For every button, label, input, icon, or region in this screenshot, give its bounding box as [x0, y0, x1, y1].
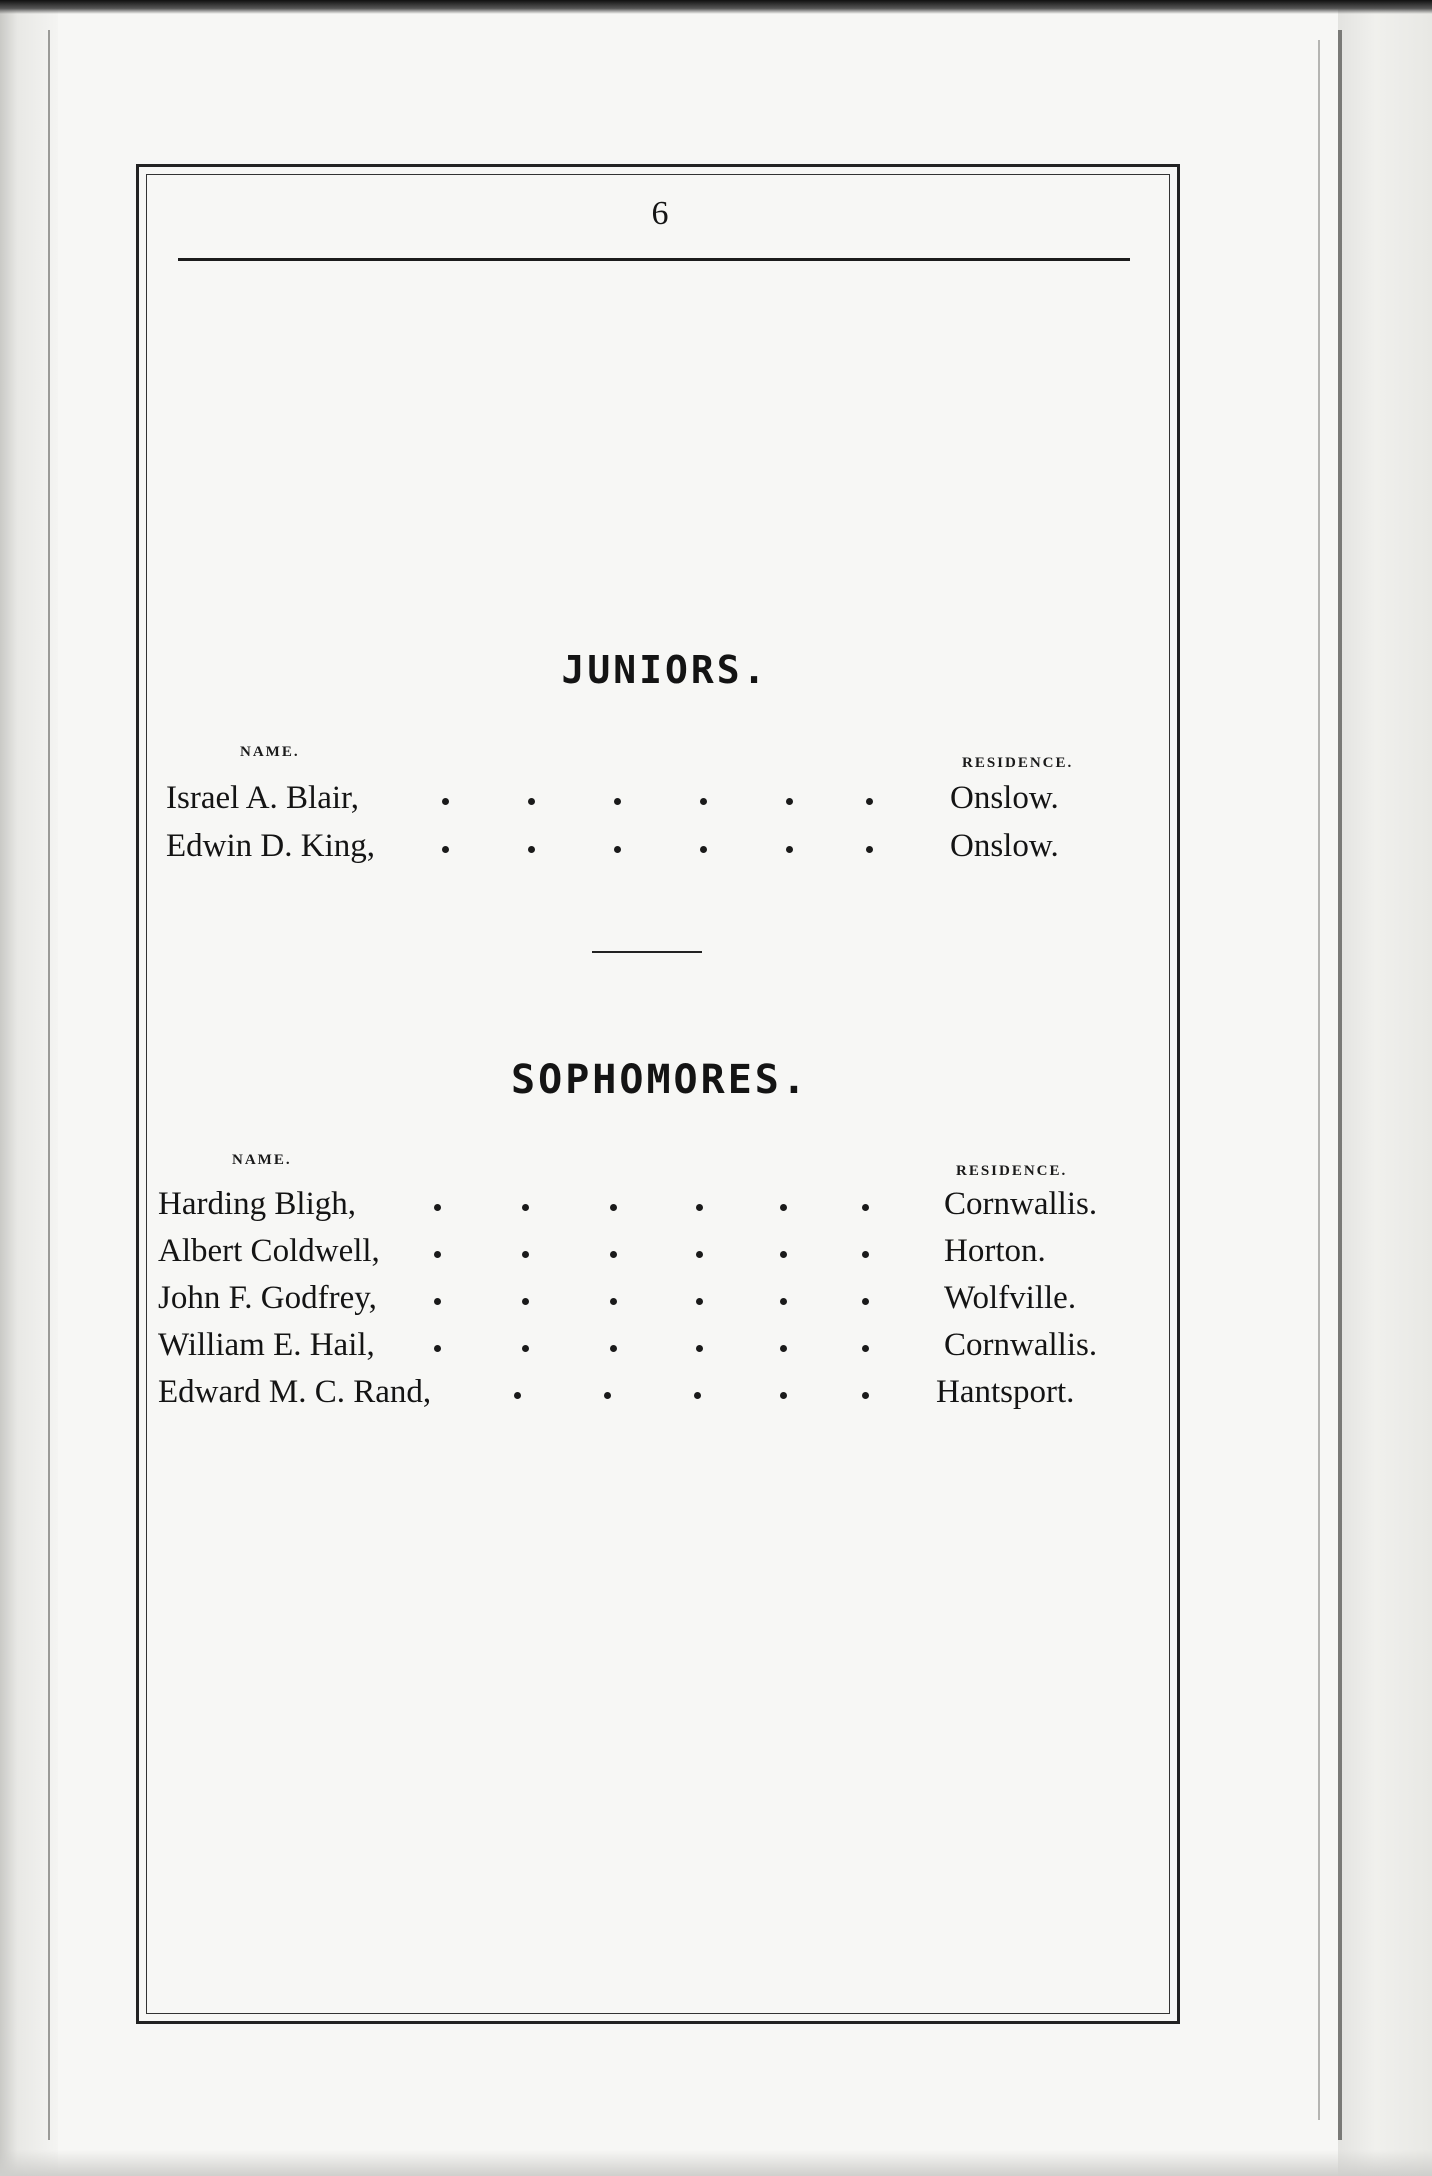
leader-dot: [514, 1392, 521, 1399]
leader-dot: [528, 798, 535, 805]
section-divider: [592, 951, 702, 953]
leader-dot: [866, 846, 873, 853]
leader-dot: [696, 1345, 703, 1352]
adjacent-page-edge: [1338, 0, 1432, 2176]
leader-dot: [696, 1298, 703, 1305]
bottom-shade: [0, 2150, 1432, 2176]
student-residence: Cornwallis.: [944, 1186, 1098, 1222]
student-name: Israel A. Blair,: [166, 780, 359, 816]
student-residence: Wolfville.: [944, 1280, 1077, 1316]
sophomores-residence-header: RESIDENCE.: [956, 1163, 1068, 1179]
leader-dot: [786, 846, 793, 853]
leader-dot: [434, 1204, 441, 1211]
student-residence: Horton.: [944, 1233, 1046, 1269]
leader-dot: [696, 1204, 703, 1211]
student-name: Harding Bligh,: [158, 1186, 356, 1222]
leader-dot: [862, 1392, 869, 1399]
leader-dot: [442, 798, 449, 805]
leader-dot: [434, 1345, 441, 1352]
top-shadow: [0, 0, 1432, 14]
student-residence: Hantsport.: [936, 1374, 1075, 1410]
leader-dot: [522, 1345, 529, 1352]
student-name: John F. Godfrey,: [158, 1280, 377, 1316]
leader-dot: [694, 1392, 701, 1399]
page-number: 6: [651, 195, 669, 232]
leader-dot: [866, 798, 873, 805]
leader-dot: [434, 1251, 441, 1258]
student-residence: Onslow.: [950, 780, 1059, 816]
leader-dot: [780, 1298, 787, 1305]
juniors-name-header: NAME.: [240, 744, 300, 760]
leader-dot: [522, 1251, 529, 1258]
leader-dot: [614, 798, 621, 805]
leader-dot: [780, 1345, 787, 1352]
student-residence: Onslow.: [950, 828, 1059, 864]
leader-dot: [610, 1204, 617, 1211]
list-item: [158, 1186, 1118, 1232]
leader-dot: [528, 846, 535, 853]
student-residence: Cornwallis.: [944, 1327, 1098, 1363]
leader-dot: [780, 1251, 787, 1258]
student-name: William E. Hail,: [158, 1327, 375, 1363]
leader-dot: [522, 1204, 529, 1211]
juniors-title: JUNIORS.: [561, 648, 769, 692]
header-rule: [178, 258, 1130, 261]
list-item: [166, 828, 1116, 874]
binding-fold: [1338, 30, 1342, 2140]
leader-dot: [434, 1298, 441, 1305]
leader-dot: [862, 1298, 869, 1305]
leader-dot: [610, 1345, 617, 1352]
leader-dot: [614, 846, 621, 853]
student-name: Albert Coldwell,: [158, 1233, 380, 1269]
list-item: [158, 1374, 1118, 1420]
leader-dot: [780, 1392, 787, 1399]
leader-dot: [610, 1298, 617, 1305]
list-item: [166, 780, 1116, 826]
leader-dot: [700, 846, 707, 853]
leader-dot: [604, 1392, 611, 1399]
leader-dot: [862, 1204, 869, 1211]
student-name: Edwin D. King,: [166, 828, 375, 864]
left-margin-line: [48, 30, 50, 2140]
leader-dot: [696, 1251, 703, 1258]
list-item: [158, 1233, 1118, 1279]
sophomores-name-header: NAME.: [232, 1152, 292, 1168]
leader-dot: [442, 846, 449, 853]
leader-dot: [522, 1298, 529, 1305]
leader-dot: [786, 798, 793, 805]
sophomores-title: SOPHOMORES.: [511, 1057, 809, 1103]
student-name: Edward M. C. Rand,: [158, 1374, 432, 1410]
leader-dot: [780, 1204, 787, 1211]
page-fold-line: [1318, 40, 1320, 2120]
leader-dot: [700, 798, 707, 805]
leader-dot: [862, 1345, 869, 1352]
leader-dot: [862, 1251, 869, 1258]
juniors-residence-header: RESIDENCE.: [962, 755, 1074, 771]
list-item: [158, 1280, 1118, 1326]
leader-dot: [610, 1251, 617, 1258]
list-item: [158, 1327, 1118, 1373]
